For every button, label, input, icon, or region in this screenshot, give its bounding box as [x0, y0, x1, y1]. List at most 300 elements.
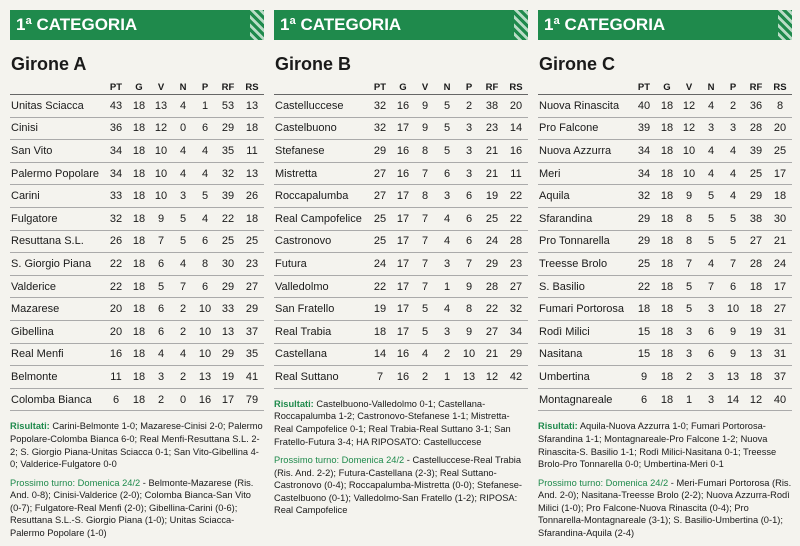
team-name: Palermo Popolare	[10, 162, 104, 185]
table-row	[10, 185, 264, 208]
stat-cell: 10	[150, 140, 172, 163]
column-header: G	[128, 80, 150, 95]
team-name: Real Trabia	[274, 320, 368, 343]
stat-cell: 18	[128, 298, 150, 321]
stat-cell: 7	[414, 230, 436, 253]
team-name: Fumari Portorosa	[538, 298, 632, 321]
stat-cell: 7	[414, 162, 436, 185]
stat-cell: 1	[436, 366, 458, 389]
next-round-label: Prossimo turno: Domenica 24/2	[538, 477, 669, 488]
results-text: Aquila-Nuova Azzurra 1-0; Fumari Portorosa-Sfarandina 1-1; Montagnareale-Pro Falcone 1-2; Nuova Rinascita-S. Basilio 1-1; Rodì Milici-Nasitana 0-1; Treesse Brolo-Pro Tonnarella 0-0; Umbertina-Meri 0-1	[538, 421, 777, 470]
stat-cell: 3	[458, 140, 480, 163]
column-header: N	[700, 80, 722, 95]
stat-cell: 3	[700, 298, 722, 321]
stat-cell: 14	[722, 388, 744, 411]
stat-cell: 10	[722, 298, 744, 321]
stat-cell: 18	[128, 388, 150, 411]
stat-cell: 6	[722, 275, 744, 298]
stat-cell: 25	[368, 207, 392, 230]
stat-cell: 3	[700, 117, 722, 140]
stat-cell: 36	[744, 95, 768, 118]
table-row	[10, 343, 264, 366]
team-name: Real Campofelice	[274, 207, 368, 230]
stat-cell: 37	[240, 320, 264, 343]
stat-cell: 25	[632, 253, 656, 276]
stat-cell: 3	[150, 366, 172, 389]
stat-cell: 18	[656, 140, 678, 163]
stat-cell: 8	[194, 253, 216, 276]
stat-cell: 22	[368, 275, 392, 298]
stat-cell: 4	[700, 162, 722, 185]
category-title: 1ª CATEGORIA	[280, 15, 402, 34]
stat-cell: 17	[392, 185, 414, 208]
team-name: Treesse Brolo	[538, 253, 632, 276]
stat-cell: 22	[632, 275, 656, 298]
stat-cell: 13	[194, 366, 216, 389]
stat-cell: 38	[744, 207, 768, 230]
stat-cell: 4	[172, 162, 194, 185]
stat-cell: 12	[678, 95, 700, 118]
table-row	[274, 185, 528, 208]
stat-cell: 3	[436, 320, 458, 343]
stat-cell: 19	[744, 320, 768, 343]
stat-cell: 5	[172, 230, 194, 253]
stat-cell: 6	[150, 298, 172, 321]
stat-cell: 21	[480, 162, 504, 185]
stat-cell: 24	[480, 230, 504, 253]
stat-cell: 3	[458, 117, 480, 140]
results-paragraph	[538, 420, 792, 470]
stat-cell: 17	[392, 230, 414, 253]
stat-cell: 19	[368, 298, 392, 321]
stat-cell: 26	[104, 230, 128, 253]
stat-cell: 9	[458, 320, 480, 343]
stat-cell: 29	[504, 343, 528, 366]
stat-cell: 30	[768, 207, 792, 230]
category-title: 1ª CATEGORIA	[544, 15, 666, 34]
table-row	[538, 320, 792, 343]
stat-cell: 32	[504, 298, 528, 321]
next-round-paragraph	[538, 477, 792, 540]
stat-cell: 25	[768, 140, 792, 163]
table-row	[274, 298, 528, 321]
table-row	[274, 117, 528, 140]
stat-cell: 39	[632, 117, 656, 140]
stat-cell: 22	[216, 207, 240, 230]
team-name: Carini	[10, 185, 104, 208]
team-name: Unitas Sciacca	[10, 95, 104, 118]
stat-cell: 18	[656, 185, 678, 208]
stat-cell: 7	[414, 275, 436, 298]
next-round-paragraph	[10, 477, 264, 540]
stat-cell: 6	[150, 320, 172, 343]
team-name: Mazarese	[10, 298, 104, 321]
stat-cell: 10	[678, 140, 700, 163]
table-row	[10, 388, 264, 411]
stat-cell: 2	[172, 320, 194, 343]
table-row	[538, 343, 792, 366]
banner-stripe-decoration	[250, 10, 264, 40]
column-header: V	[150, 80, 172, 95]
stat-cell: 6	[194, 230, 216, 253]
stat-cell: 2	[678, 366, 700, 389]
stat-cell: 9	[458, 275, 480, 298]
column-header: V	[414, 80, 436, 95]
stat-cell: 13	[216, 320, 240, 343]
stat-cell: 25	[480, 207, 504, 230]
column-header: P	[458, 80, 480, 95]
table-row	[10, 230, 264, 253]
stat-cell: 17	[392, 207, 414, 230]
column-header: RF	[480, 80, 504, 95]
stat-cell: 6	[700, 320, 722, 343]
stat-cell: 7	[722, 253, 744, 276]
team-name: San Fratello	[274, 298, 368, 321]
stat-cell: 18	[128, 140, 150, 163]
stat-cell: 18	[744, 298, 768, 321]
stat-cell: 17	[392, 275, 414, 298]
table-row	[10, 253, 264, 276]
stat-cell: 34	[104, 162, 128, 185]
stat-cell: 6	[458, 207, 480, 230]
stat-cell: 3	[172, 185, 194, 208]
table-row	[274, 253, 528, 276]
team-name: Sfarandina	[538, 207, 632, 230]
stat-cell: 3	[700, 366, 722, 389]
stat-cell: 4	[194, 140, 216, 163]
stat-cell: 29	[632, 230, 656, 253]
stat-cell: 25	[744, 162, 768, 185]
team-name: Montagnareale	[538, 388, 632, 411]
stat-cell: 3	[678, 320, 700, 343]
category-banner	[538, 10, 792, 40]
stat-cell: 6	[194, 275, 216, 298]
stat-cell: 7	[414, 207, 436, 230]
stat-cell: 6	[632, 388, 656, 411]
column-header: RF	[216, 80, 240, 95]
stat-cell: 6	[436, 162, 458, 185]
stat-cell: 4	[172, 253, 194, 276]
table-row	[274, 162, 528, 185]
stat-cell: 22	[504, 207, 528, 230]
stat-cell: 18	[632, 298, 656, 321]
stat-cell: 34	[104, 140, 128, 163]
stat-cell: 6	[150, 253, 172, 276]
team-name: Resuttana S.L.	[10, 230, 104, 253]
stat-cell: 32	[104, 207, 128, 230]
stat-cell: 0	[172, 388, 194, 411]
stat-cell: 18	[128, 162, 150, 185]
stat-cell: 18	[744, 366, 768, 389]
stat-cell: 13	[744, 343, 768, 366]
stat-cell: 27	[368, 185, 392, 208]
stat-cell: 38	[480, 95, 504, 118]
stat-cell: 31	[768, 320, 792, 343]
stat-cell: 33	[216, 298, 240, 321]
table-row	[274, 343, 528, 366]
stat-cell: 5	[414, 298, 436, 321]
stat-cell: 2	[172, 298, 194, 321]
stat-cell: 10	[458, 343, 480, 366]
stat-cell: 9	[414, 95, 436, 118]
stat-cell: 9	[722, 320, 744, 343]
next-round-text: - Castelluccese-Real Trabia (Ris. And. 2-2); Futura-Castellana (2-3); Real Suttano-Castronovo (0-4); Roccapalumba-Mistretta (0-0); Stefanese-Castelbuono (0-1); Valledolmo-San Fratello (1-2); RIPOSA: Real Campofelice	[274, 455, 523, 516]
stat-cell: 8	[678, 230, 700, 253]
stat-cell: 18	[128, 320, 150, 343]
stat-cell: 16	[194, 388, 216, 411]
next-round-text: - Meri-Fumari Portorosa (Ris. And. 2-0); Nasitana-Treesse Brolo (2-2); Nuova Azzurra-Rodì Milici (1-0); Pro Falcone-Nuova Rinascita (0-4); Pro Tonnarella-Montagnareale (3-1); S. Basilio-Umbertina (0-1); Sfarandina-Aquila (2-4)	[538, 477, 792, 539]
stat-cell: 18	[656, 230, 678, 253]
stat-cell: 4	[194, 207, 216, 230]
stat-cell: 7	[700, 275, 722, 298]
stat-cell: 16	[392, 95, 414, 118]
stat-cell: 2	[722, 95, 744, 118]
girone-c-column	[538, 10, 792, 546]
stat-cell: 4	[722, 140, 744, 163]
table-row	[538, 140, 792, 163]
stat-cell: 5	[678, 275, 700, 298]
table-row	[538, 253, 792, 276]
stat-cell: 18	[656, 95, 678, 118]
stat-cell: 18	[656, 366, 678, 389]
stat-cell: 18	[128, 343, 150, 366]
team-name: Nuova Rinascita	[538, 95, 632, 118]
match-notes	[274, 398, 528, 517]
table-row	[538, 117, 792, 140]
stat-cell: 4	[700, 95, 722, 118]
stat-cell: 22	[104, 275, 128, 298]
stat-cell: 9	[678, 185, 700, 208]
stat-cell: 32	[632, 185, 656, 208]
table-row	[10, 275, 264, 298]
stat-cell: 2	[458, 95, 480, 118]
stat-cell: 6	[700, 343, 722, 366]
stat-cell: 10	[678, 162, 700, 185]
stat-cell: 11	[240, 140, 264, 163]
stat-cell: 32	[368, 95, 392, 118]
stat-cell: 40	[768, 388, 792, 411]
results-label: Risultati:	[538, 421, 578, 432]
stat-cell: 10	[194, 343, 216, 366]
stat-cell: 5	[700, 185, 722, 208]
stat-cell: 23	[240, 253, 264, 276]
stat-cell: 4	[436, 230, 458, 253]
stat-cell: 37	[768, 366, 792, 389]
stat-cell: 1	[678, 388, 700, 411]
table-row	[274, 320, 528, 343]
stat-cell: 18	[656, 343, 678, 366]
stat-cell: 22	[480, 298, 504, 321]
stat-cell: 53	[216, 95, 240, 118]
stat-cell: 35	[240, 343, 264, 366]
stat-cell: 4	[436, 298, 458, 321]
next-round-text: - Belmonte-Mazarese (Ris. And. 0-8); Cinisi-Valderice (2-0); Colomba Bianca-San Vito (0-7); Fulgatore-Real Menfi (2-0); Gibellina-Carini (0-6); Resuttana S.L.-S. Giorgio Piana (1-0); Unitas Sciacca-Palermo Popolare (1-0)	[10, 477, 254, 539]
stat-cell: 29	[216, 343, 240, 366]
table-row	[10, 366, 264, 389]
stat-cell: 11	[504, 162, 528, 185]
stat-cell: 18	[656, 162, 678, 185]
table-row	[274, 207, 528, 230]
stat-cell: 14	[368, 343, 392, 366]
stat-cell: 18	[128, 207, 150, 230]
stat-cell: 1	[436, 275, 458, 298]
stat-cell: 4	[414, 343, 436, 366]
stat-cell: 35	[216, 140, 240, 163]
table-header-row	[10, 80, 264, 95]
stat-cell: 13	[722, 366, 744, 389]
team-name: Nuova Azzurra	[538, 140, 632, 163]
stat-cell: 9	[632, 366, 656, 389]
stat-cell: 21	[480, 140, 504, 163]
stat-cell: 10	[150, 162, 172, 185]
team-name: Castronovo	[274, 230, 368, 253]
stat-cell: 17	[216, 388, 240, 411]
stat-cell: 5	[700, 207, 722, 230]
column-header: RF	[744, 80, 768, 95]
stat-cell: 5	[172, 207, 194, 230]
results-text: Castelbuono-Valledolmo 0-1; Castellana-Roccapalumba 1-2; Castronovo-Stefanese 1-1; Mistretta-Real Campofelice 0-1; Real Trabia-Real Suttano 3-1; San Fratello-Futura 3-4; HA RIPOSATO: Castelluccese	[274, 398, 511, 447]
stat-cell: 36	[104, 117, 128, 140]
stat-cell: 6	[458, 230, 480, 253]
stat-cell: 20	[104, 298, 128, 321]
stat-cell: 18	[656, 388, 678, 411]
team-name: S. Giorgio Piana	[10, 253, 104, 276]
column-header: V	[678, 80, 700, 95]
stat-cell: 3	[700, 388, 722, 411]
stat-cell: 7	[458, 253, 480, 276]
table-row	[538, 162, 792, 185]
stat-cell: 33	[104, 185, 128, 208]
stat-cell: 6	[194, 117, 216, 140]
standings-table	[10, 80, 264, 411]
stat-cell: 17	[768, 162, 792, 185]
stat-cell: 16	[504, 140, 528, 163]
table-row	[274, 366, 528, 389]
stat-cell: 8	[458, 298, 480, 321]
column-header: PT	[368, 80, 392, 95]
stat-cell: 18	[128, 366, 150, 389]
stat-cell: 2	[172, 366, 194, 389]
table-row	[538, 298, 792, 321]
standings-table	[538, 80, 792, 411]
girone-a-column	[10, 10, 264, 546]
stat-cell: 18	[768, 185, 792, 208]
stat-cell: 39	[216, 185, 240, 208]
table-row	[538, 366, 792, 389]
stat-cell: 4	[700, 140, 722, 163]
column-header: P	[722, 80, 744, 95]
stat-cell: 28	[480, 275, 504, 298]
column-header: PT	[632, 80, 656, 95]
stat-cell: 8	[768, 95, 792, 118]
stat-cell: 10	[150, 185, 172, 208]
stat-cell: 40	[632, 95, 656, 118]
stat-cell: 11	[104, 366, 128, 389]
stat-cell: 32	[368, 117, 392, 140]
team-name: Castelluccese	[274, 95, 368, 118]
table-row	[538, 388, 792, 411]
match-notes	[10, 420, 264, 539]
stat-cell: 20	[768, 117, 792, 140]
stat-cell: 18	[656, 253, 678, 276]
stat-cell: 13	[458, 366, 480, 389]
stat-cell: 4	[150, 343, 172, 366]
stat-cell: 16	[392, 366, 414, 389]
stat-cell: 4	[722, 162, 744, 185]
stat-cell: 7	[678, 253, 700, 276]
stat-cell: 20	[504, 95, 528, 118]
table-row	[538, 95, 792, 118]
stat-cell: 20	[104, 320, 128, 343]
stat-cell: 16	[392, 343, 414, 366]
stat-cell: 17	[392, 320, 414, 343]
stat-cell: 26	[240, 185, 264, 208]
team-name: Mistretta	[274, 162, 368, 185]
stat-cell: 22	[504, 185, 528, 208]
column-header	[274, 80, 368, 95]
stat-cell: 5	[436, 140, 458, 163]
table-row	[274, 275, 528, 298]
team-name: Cinisi	[10, 117, 104, 140]
stat-cell: 23	[504, 253, 528, 276]
stat-cell: 29	[240, 298, 264, 321]
stat-cell: 31	[768, 343, 792, 366]
stat-cell: 5	[436, 117, 458, 140]
stat-cell: 21	[480, 343, 504, 366]
table-row	[538, 275, 792, 298]
column-header: N	[436, 80, 458, 95]
stat-cell: 42	[504, 366, 528, 389]
stat-cell: 19	[480, 185, 504, 208]
stat-cell: 27	[368, 162, 392, 185]
table-row	[538, 185, 792, 208]
stat-cell: 4	[722, 185, 744, 208]
girone-title: Girone B	[275, 54, 352, 74]
stat-cell: 4	[172, 343, 194, 366]
stat-cell: 1	[194, 95, 216, 118]
stat-cell: 27	[504, 275, 528, 298]
stat-cell: 29	[744, 185, 768, 208]
stat-cell: 18	[128, 95, 150, 118]
stat-cell: 28	[744, 253, 768, 276]
stat-cell: 17	[392, 253, 414, 276]
match-notes	[538, 420, 792, 539]
column-header	[538, 80, 632, 95]
stat-cell: 27	[480, 320, 504, 343]
stat-cell: 5	[414, 320, 436, 343]
stat-cell: 13	[240, 162, 264, 185]
stat-cell: 8	[678, 207, 700, 230]
column-header: G	[392, 80, 414, 95]
stat-cell: 34	[504, 320, 528, 343]
stat-cell: 29	[368, 140, 392, 163]
table-row	[10, 95, 264, 118]
stat-cell: 16	[392, 162, 414, 185]
stat-cell: 7	[414, 253, 436, 276]
stat-cell: 17	[392, 117, 414, 140]
stat-cell: 3	[436, 185, 458, 208]
table-row	[538, 230, 792, 253]
team-name: Gibellina	[10, 320, 104, 343]
stat-cell: 29	[216, 117, 240, 140]
team-name: S. Basilio	[538, 275, 632, 298]
team-name: Castellana	[274, 343, 368, 366]
table-row	[538, 207, 792, 230]
stat-cell: 18	[656, 117, 678, 140]
stat-cell: 5	[678, 298, 700, 321]
stat-cell: 6	[104, 388, 128, 411]
stat-cell: 18	[656, 298, 678, 321]
